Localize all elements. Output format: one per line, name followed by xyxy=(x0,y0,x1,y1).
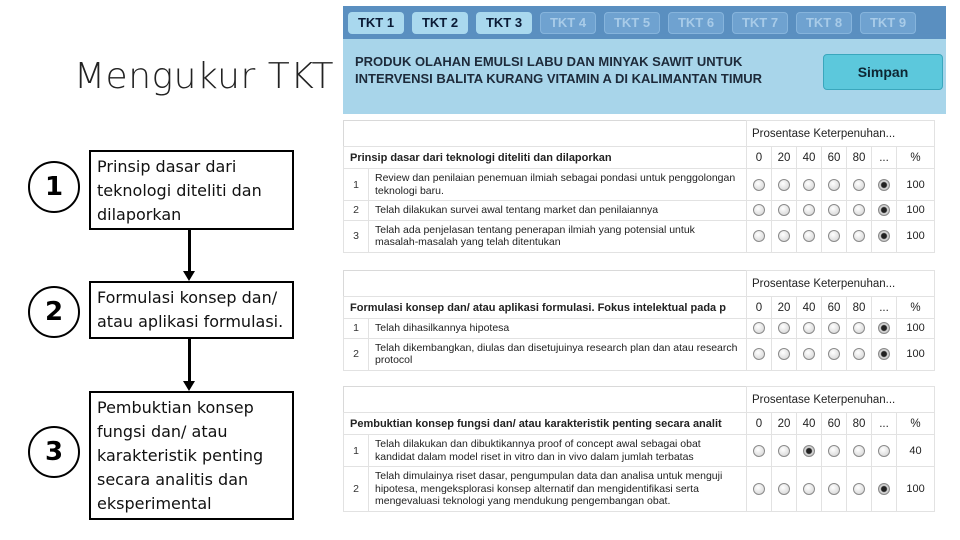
row-number: 2 xyxy=(344,467,369,512)
question-row xyxy=(344,201,935,221)
tkt-tab-bar xyxy=(343,6,946,39)
percentage-radio[interactable] xyxy=(778,204,790,216)
percentage-value: 100 xyxy=(897,201,935,221)
pct-column-header: % xyxy=(897,413,935,435)
percentage-radio[interactable] xyxy=(878,322,890,334)
question-row xyxy=(344,169,935,201)
tkt-section-table xyxy=(343,270,935,371)
tkt-app-panel xyxy=(343,6,946,514)
question-text: Telah dilakukan dan dibuktikannya proof of concept awal sebagai obat kandidat dalam model riset in vitro dan in vivo dalam jumlah terbatas xyxy=(369,435,747,467)
pct-column-header: 60 xyxy=(822,413,847,435)
pct-column-header: 40 xyxy=(797,147,822,169)
percentage-value: 100 xyxy=(897,220,935,252)
question-text: Telah dilakukan survei awal tentang market dan penilaiannya xyxy=(369,201,747,221)
percentage-radio[interactable] xyxy=(853,445,865,457)
tab-tkt-5[interactable]: TKT 5 xyxy=(604,12,660,34)
pct-column-header: % xyxy=(897,297,935,319)
pct-column-header: 0 xyxy=(747,147,772,169)
slide-title: Mengukur TKT xyxy=(74,56,335,97)
row-number: 3 xyxy=(344,220,369,252)
percentage-radio[interactable] xyxy=(828,445,840,457)
section-title: Pembuktian konsep fungsi dan/ atau karakteristik penting secara analit xyxy=(344,413,747,435)
tab-tkt-6[interactable]: TKT 6 xyxy=(668,12,724,34)
percentage-header: Prosentase Keterpenuhan... xyxy=(747,387,935,413)
question-row xyxy=(344,338,935,370)
question-row xyxy=(344,319,935,339)
percentage-radio[interactable] xyxy=(828,322,840,334)
section-title: Formulasi konsep dan/ atau aplikasi formulasi. Fokus intelektual pada p xyxy=(344,297,747,319)
percentage-radio[interactable] xyxy=(853,322,865,334)
flow-arrowhead-2 xyxy=(183,381,195,391)
pct-column-header: 0 xyxy=(747,297,772,319)
percentage-radio[interactable] xyxy=(803,348,815,360)
pct-column-header: 20 xyxy=(772,297,797,319)
row-number: 2 xyxy=(344,338,369,370)
percentage-radio[interactable] xyxy=(853,348,865,360)
step-box-1: Prinsip dasar dari teknologi diteliti dan dilaporkan xyxy=(89,150,294,230)
percentage-radio[interactable] xyxy=(778,483,790,495)
question-text: Review dan penilaian penemuan ilmiah sebagai pondasi untuk penggolongan teknologi baru. xyxy=(369,169,747,201)
step-number-2: 2 xyxy=(28,286,80,338)
percentage-radio[interactable] xyxy=(753,445,765,457)
percentage-radio[interactable] xyxy=(853,204,865,216)
flow-arrow-2 xyxy=(188,339,191,382)
tab-tkt-3[interactable]: TKT 3 xyxy=(476,12,532,34)
pct-column-header: 20 xyxy=(772,147,797,169)
percentage-header: Prosentase Keterpenuhan... xyxy=(747,271,935,297)
tab-tkt-7[interactable]: TKT 7 xyxy=(732,12,788,34)
percentage-radio[interactable] xyxy=(803,179,815,191)
step-number-1: 1 xyxy=(28,161,80,213)
tkt-section-table xyxy=(343,386,935,512)
percentage-value: 40 xyxy=(897,435,935,467)
pct-column-header: % xyxy=(897,147,935,169)
percentage-radio[interactable] xyxy=(753,483,765,495)
percentage-radio[interactable] xyxy=(778,179,790,191)
percentage-radio[interactable] xyxy=(878,348,890,360)
question-row xyxy=(344,435,935,467)
percentage-radio[interactable] xyxy=(853,179,865,191)
percentage-radio[interactable] xyxy=(803,230,815,242)
row-number: 2 xyxy=(344,201,369,221)
tab-tkt-8[interactable]: TKT 8 xyxy=(796,12,852,34)
percentage-radio[interactable] xyxy=(878,483,890,495)
percentage-radio[interactable] xyxy=(803,445,815,457)
percentage-radio[interactable] xyxy=(878,179,890,191)
percentage-radio[interactable] xyxy=(828,483,840,495)
pct-column-header: 60 xyxy=(822,297,847,319)
percentage-value: 100 xyxy=(897,338,935,370)
percentage-radio[interactable] xyxy=(778,322,790,334)
question-text: Telah ada penjelasan tentang penerapan ilmiah yang potensial untuk masalah-masalah yang telah ditentukan xyxy=(369,220,747,252)
tab-tkt-1[interactable]: TKT 1 xyxy=(348,12,404,34)
pct-column-header: 60 xyxy=(822,147,847,169)
step-box-3: Pembuktian konsep fungsi dan/ atau karakteristik penting secara analitis dan eksperimental xyxy=(89,391,294,520)
percentage-value: 100 xyxy=(897,467,935,512)
percentage-radio[interactable] xyxy=(828,348,840,360)
percentage-header: Prosentase Keterpenuhan... xyxy=(747,121,935,147)
percentage-radio[interactable] xyxy=(753,179,765,191)
question-row xyxy=(344,467,935,512)
question-text: Telah dikembangkan, diulas dan disetujuinya research plan dan atau research protocol xyxy=(369,338,747,370)
row-number: 1 xyxy=(344,169,369,201)
percentage-radio[interactable] xyxy=(753,230,765,242)
flow-arrowhead-1 xyxy=(183,271,195,281)
section-title: Prinsip dasar dari teknologi diteliti dan dilaporkan xyxy=(344,147,747,169)
flow-arrow-1 xyxy=(188,230,191,272)
save-button[interactable]: Simpan xyxy=(823,54,943,90)
pct-column-header: 80 xyxy=(847,147,872,169)
percentage-radio[interactable] xyxy=(878,230,890,242)
percentage-radio[interactable] xyxy=(778,348,790,360)
percentage-radio[interactable] xyxy=(778,230,790,242)
row-number: 1 xyxy=(344,435,369,467)
pct-column-header: ... xyxy=(872,147,897,169)
percentage-radio[interactable] xyxy=(803,322,815,334)
step-number-3: 3 xyxy=(28,426,80,478)
pct-column-header: 40 xyxy=(797,297,822,319)
percentage-radio[interactable] xyxy=(853,230,865,242)
percentage-radio[interactable] xyxy=(803,483,815,495)
question-text: Telah dihasilkannya hipotesa xyxy=(369,319,747,339)
percentage-radio[interactable] xyxy=(753,348,765,360)
pct-column-header: ... xyxy=(872,297,897,319)
tab-tkt-2[interactable]: TKT 2 xyxy=(412,12,468,34)
step-box-2: Formulasi konsep dan/ atau aplikasi formulasi. xyxy=(89,281,294,339)
percentage-radio[interactable] xyxy=(803,204,815,216)
percentage-radio[interactable] xyxy=(778,445,790,457)
pct-column-header: 40 xyxy=(797,413,822,435)
percentage-radio[interactable] xyxy=(828,179,840,191)
pct-column-header: 0 xyxy=(747,413,772,435)
pct-column-header: 80 xyxy=(847,297,872,319)
percentage-radio[interactable] xyxy=(853,483,865,495)
pct-column-header: 20 xyxy=(772,413,797,435)
tkt-section-table xyxy=(343,120,935,253)
percentage-radio[interactable] xyxy=(828,204,840,216)
tab-tkt-4[interactable]: TKT 4 xyxy=(540,12,596,34)
question-row xyxy=(344,220,935,252)
tab-tkt-9[interactable]: TKT 9 xyxy=(860,12,916,34)
percentage-value: 100 xyxy=(897,319,935,339)
question-text: Telah dimulainya riset dasar, pengumpulan data dan analisa untuk menguji hipotesa, mengeksplorasi konsep alternatif dan mengidentifikasi serta mengevaluasi teknologi yang mendukung pengembangan obat. xyxy=(369,467,747,512)
percentage-radio[interactable] xyxy=(753,204,765,216)
percentage-radio[interactable] xyxy=(878,445,890,457)
percentage-radio[interactable] xyxy=(878,204,890,216)
percentage-value: 100 xyxy=(897,169,935,201)
project-title: PRODUK OLAHAN EMULSI LABU DAN MINYAK SAWIT UNTUK INTERVENSI BALITA KURANG VITAMIN A DI KALIMANTAN TIMUR xyxy=(355,54,763,86)
percentage-radio[interactable] xyxy=(753,322,765,334)
row-number: 1 xyxy=(344,319,369,339)
project-header xyxy=(343,39,946,114)
pct-column-header: ... xyxy=(872,413,897,435)
percentage-radio[interactable] xyxy=(828,230,840,242)
pct-column-header: 80 xyxy=(847,413,872,435)
